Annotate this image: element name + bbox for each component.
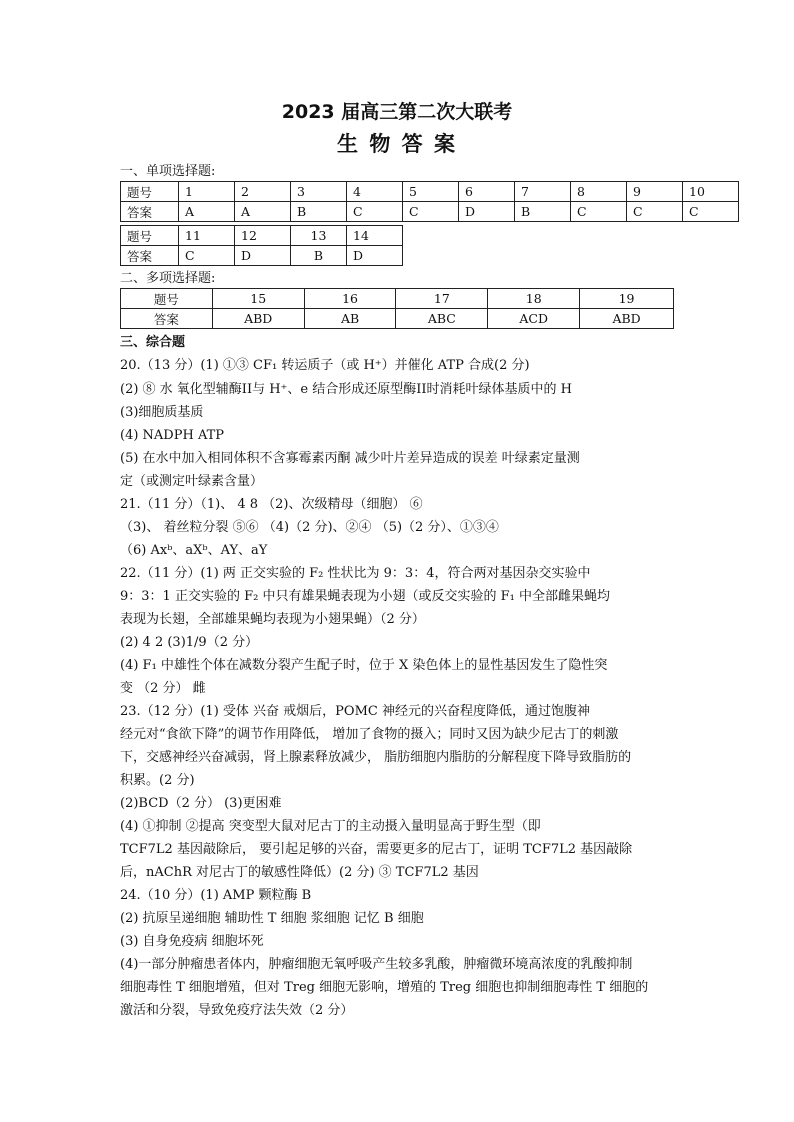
answer-line: 经元对“食欲下降”的调节作用降低， 增加了食物的摄入；同时又因为缺少尼古丁的刺激: [120, 727, 619, 742]
table-row: [121, 226, 403, 246]
answer-line: (5) 在水中加入相同体积不含寡霉素丙酮 减少叶片差异造成的误差 叶绿素定量测: [120, 451, 580, 466]
answer-line: (4)一部分肿瘤患者体内，肿瘤细胞无氧呼吸产生较多乳酸，肿瘤微环境高浓度的乳酸抑制: [120, 957, 633, 972]
table-cell: 8: [571, 182, 627, 202]
single-choice-heading: 一、单项选择题:: [120, 164, 216, 179]
table-cell: 5: [403, 182, 459, 202]
table-cell: C: [571, 202, 627, 222]
row-label: 题号: [121, 289, 213, 309]
answer-line: (2) 抗原呈递细胞 辅助性 T 细胞 浆细胞 记忆 B 细胞: [120, 911, 424, 926]
answer-line: 激活和分裂，导致免疫疗法失效（2 分）: [120, 1003, 354, 1018]
table-cell: 3: [291, 182, 347, 202]
row-label: 答案: [121, 202, 179, 222]
multi-choice-heading: 二、多项选择题:: [120, 271, 216, 286]
answer-line: 24.（10 分）(1) AMP 颗粒酶 B: [120, 888, 312, 903]
table-cell: 1: [179, 182, 235, 202]
table-cell: 15: [212, 289, 304, 309]
table-cell: ABD: [212, 309, 304, 329]
answer-line: (4) NADPH ATP: [120, 428, 225, 443]
table-row: [121, 309, 674, 329]
table-cell: A: [235, 202, 291, 222]
table-cell: A: [179, 202, 235, 222]
answer-line: 表现为长翅，全部雄果蝇均表现为小翅果蝇）（2 分）: [120, 612, 425, 627]
table-row: [121, 246, 403, 266]
row-label: 题号: [121, 182, 179, 202]
single-choice-table-1: [120, 181, 739, 222]
table-cell: ABC: [396, 309, 488, 329]
table-cell: C: [683, 202, 739, 222]
table-cell: 2: [235, 182, 291, 202]
table-cell: 17: [396, 289, 488, 309]
table-cell: 11: [179, 226, 235, 246]
table-cell: C: [627, 202, 683, 222]
table-cell: 18: [488, 289, 580, 309]
exam-subtitle: 生 物 答 案: [337, 132, 457, 156]
table-cell: C: [179, 246, 235, 266]
table-cell: D: [235, 246, 291, 266]
answer-line: TCF7L2 基因敲除后， 要引起足够的兴奋，需要更多的尼古丁，证明 TCF7L2 基因敲除: [120, 842, 633, 857]
table-cell: 13: [291, 226, 347, 246]
single-choice-table-2: [120, 225, 403, 266]
row-label: 答案: [121, 246, 179, 266]
answer-line: (3)细胞质基质: [120, 405, 204, 420]
answer-line: 21.（11 分）（1)、 4 8 （2)、次级精母（细胞） ⑥: [120, 497, 423, 512]
answer-line: 20.（13 分）(1) ①③ CF₁ 转运质子（或 H⁺）并催化 ATP 合成(2 分): [120, 358, 530, 373]
table-cell: ABD: [580, 309, 674, 329]
answer-line: 定（或测定叶绿素含量）: [120, 474, 264, 489]
multi-choice-table: [120, 288, 674, 329]
table-cell: D: [459, 202, 515, 222]
table-cell: 16: [304, 289, 396, 309]
table-cell: C: [403, 202, 459, 222]
table-cell: B: [515, 202, 571, 222]
answer-line: 9：3：1 正交实验的 F₂ 中只有雄果蝇表现为小翅（或反交实验的 F₁ 中全部雌果蝇均: [120, 589, 610, 604]
table-row: [121, 202, 739, 222]
answer-line: (4) ①抑制 ②提高 突变型大鼠对尼古丁的主动摄入量明显高于野生型（即: [120, 819, 541, 834]
table-cell: AB: [304, 309, 396, 329]
answer-line: (2) 4 2 (3)1/9（2 分）: [120, 635, 259, 650]
answer-line: 22.（11 分）(1) 两 正交实验的 F₂ 性状比为 9：3：4，符合两对基因杂交实验中: [120, 566, 591, 581]
answer-line: 细胞毒性 T 细胞增殖，但对 Treg 细胞无影响，增殖的 Treg 细胞也抑制细胞毒性 T 细胞的: [120, 980, 649, 995]
table-cell: 10: [683, 182, 739, 202]
table-cell: D: [347, 246, 403, 266]
answer-line: (2) ⑧ 水 氧化型辅酶II与 H⁺、e 结合形成还原型酶II时消耗叶绿体基质中的 H: [120, 382, 572, 397]
table-cell: C: [347, 202, 403, 222]
answer-line: (2)BCD（2 分） (3)更困难: [120, 796, 282, 811]
exam-title: 2023 届高三第二次大联考: [281, 101, 513, 123]
table-cell: 12: [235, 226, 291, 246]
table-cell: 19: [580, 289, 674, 309]
table-cell: B: [291, 246, 347, 266]
table-cell: 9: [627, 182, 683, 202]
table-row: [121, 289, 674, 309]
row-label: 题号: [121, 226, 179, 246]
answer-line: 23.（12 分）(1) 受体 兴奋 戒烟后，POMC 神经元的兴奋程度降低，通过饱腹神: [120, 704, 590, 719]
table-row: [121, 182, 739, 202]
answer-line: 积累。(2 分): [120, 773, 195, 788]
answer-line: （3)、 着丝粒分裂 ⑤⑥ （4)（2 分)、②④ （5)（2 分）、①③④: [120, 520, 499, 535]
row-label: 答案: [121, 309, 213, 329]
table-cell: ACD: [488, 309, 580, 329]
answer-line: （6) Axᵇ、aXᵇ、AY、aY: [120, 543, 268, 558]
table-cell: B: [291, 202, 347, 222]
table-cell: 7: [515, 182, 571, 202]
table-cell: 14: [347, 226, 403, 246]
table-cell: 6: [459, 182, 515, 202]
answer-line: 下，交感神经兴奋减弱，肾上腺素释放减少， 脂肪细胞内脂肪的分解程度下降导致脂肪的: [120, 750, 632, 765]
table-cell: 4: [347, 182, 403, 202]
comprehensive-heading: 三、综合题: [120, 335, 186, 350]
answer-line: (3) 自身免疫病 细胞坏死: [120, 934, 264, 949]
answer-line: (4) F₁ 中雄性个体在减数分裂产生配子时，位于 X 染色体上的显性基因发生了隐性突: [120, 658, 608, 673]
answer-line: 后，nAChR 对尼古丁的敏感性降低）(2 分) ③ TCF7L2 基因: [120, 865, 479, 880]
answer-line: 变 （2 分） 雌: [120, 681, 206, 696]
